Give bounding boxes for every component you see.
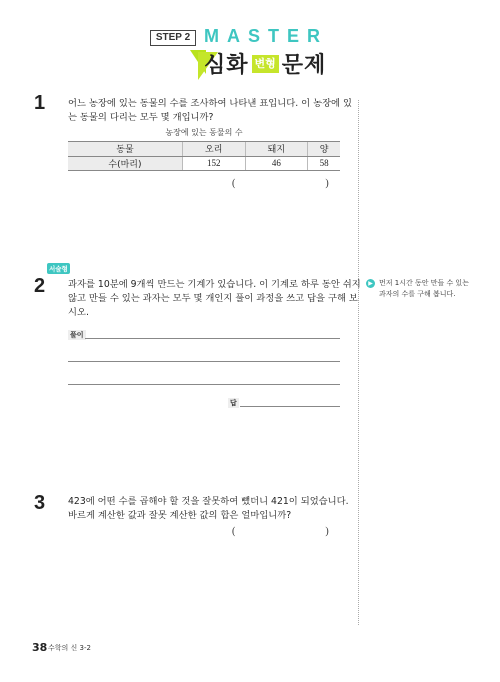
solution-label: 풀이	[70, 331, 84, 339]
table-header-cell: 돼지	[245, 142, 308, 157]
animal-table	[68, 141, 340, 171]
table-cell: 58	[308, 156, 340, 171]
solution-line-2[interactable]	[68, 361, 340, 362]
answer-line[interactable]	[240, 406, 340, 407]
book-title: 수학의 신 3-2	[48, 644, 91, 652]
table-header-cell: 양	[308, 142, 340, 157]
hint-text	[379, 278, 469, 300]
problem-1-number: 1	[34, 92, 46, 114]
problem-1-text-line-2: 는 동물의 다리는 모두 몇 개입니까?	[68, 112, 214, 123]
problem-3-text-line-1: 423에 어떤 수를 곱해야 할 것을 잘못하여 뺐더니 421이 되었습니다.	[68, 496, 349, 507]
solution-line-1[interactable]	[85, 338, 340, 339]
master-title: MASTER	[204, 26, 328, 46]
title-part-1: 심화	[204, 53, 249, 78]
problem-2-text-line-1: 과자를 10분에 9개씩 만드는 기계가 있습니다. 이 기계로 하루 동안 쉬지	[68, 279, 361, 290]
hint-line-2: 과자의 수를 구해 봅니다.	[379, 290, 456, 298]
table-cell: 152	[182, 156, 245, 171]
arrow-right-icon: ▶	[366, 279, 375, 288]
section-title	[204, 48, 326, 79]
title-badge: 변형	[252, 55, 279, 73]
table-row	[68, 156, 340, 171]
table-cell: 수(마리)	[68, 156, 182, 171]
hint-line-1: 먼저 1시간 동안 만들 수 있는	[379, 279, 469, 287]
page-header	[150, 22, 350, 78]
answer-label: 답	[230, 399, 237, 407]
table-header-cell: 동물	[68, 142, 182, 157]
problem-3-number: 3	[34, 492, 46, 514]
solution-line-3[interactable]	[68, 384, 340, 385]
problem-2-text-line-3: 시오.	[68, 307, 89, 318]
table-cell: 46	[245, 156, 308, 171]
margin-divider	[358, 100, 359, 625]
table-header-row	[68, 142, 340, 157]
page-number: 38	[32, 641, 48, 654]
problem-3-text-line-2: 바르게 계산한 값과 잘못 계산한 값의 합은 얼마입니까?	[68, 510, 292, 521]
problem-2-text-line-2: 않고 만들 수 있는 과자는 모두 몇 개인지 풀이 과정을 쓰고 답을 구해 보	[68, 293, 358, 304]
problem-1-text-line-1: 어느 농장에 있는 동물의 수를 조사하여 나타낸 표입니다. 이 농장에 있	[68, 98, 352, 109]
hint-box	[366, 278, 476, 300]
problem-1-answer-blank[interactable]: ( )	[232, 178, 329, 189]
descriptive-badge: 서술형	[49, 265, 68, 273]
table-header-cell: 오리	[182, 142, 245, 157]
table-caption: 농장에 있는 동물의 수	[165, 128, 243, 137]
problem-3-answer-blank[interactable]: ( )	[232, 526, 329, 537]
problem-2-number: 2	[34, 275, 46, 297]
step-label: STEP 2	[150, 30, 196, 46]
title-part-2: 문제	[281, 53, 327, 78]
